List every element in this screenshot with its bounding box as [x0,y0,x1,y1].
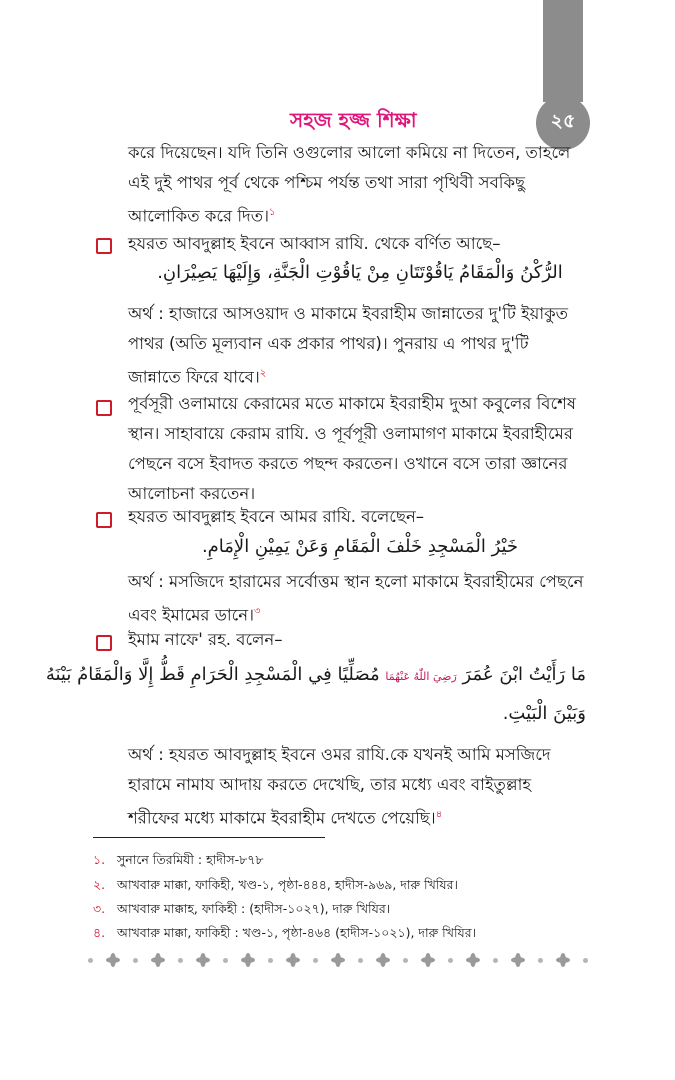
bullet-box-icon [96,635,112,651]
footnote-ref: ৪ [435,809,443,820]
meaning-text [128,299,586,393]
footnote-item [93,875,458,895]
paragraph-text: করে দিয়েছেন। যদি তিনি ওগুলোর আলো কমিয়ে না দিতেন, তাহলে এই দুই পাথর পূর্ব থেকে পশ্চিম পর্যন্ত তথা সারা পৃথিবী সবকিছু আলোকিত করে দিত। [128,143,571,226]
meaning-body: অর্থ : মসজিদে হারামের সর্বোত্তম স্থান হলো মাকামে ইবরাহীমের পেছনে এবং ইমামের ডানে। [128,572,584,625]
honorific: رَضِيَ اللّٰهُ عَنْهُمَا [385,670,457,683]
dot-icon [538,958,543,963]
arabic-quote-line-2: وَبَيْنَ الْبَيْتِ. [502,703,586,724]
footnote-text: সুনানে তিরমিযী : হাদীস-৮৭৮ [117,852,264,867]
flower-icon [106,953,120,967]
footnote-ref: ২ [259,368,267,379]
bullet-heading: হযরত আবদুল্লাহ ইবনে আব্বাস রাযি. থেকে বর্ণিত আছে– [128,234,501,253]
dot-icon [313,958,318,963]
meaning-text [128,567,586,631]
floral-border [88,949,588,971]
dot-icon [493,958,498,963]
arabic-quote: الرُّكْنُ وَالْمَقَامُ يَاقُوْتَتَانِ مِنْ يَاقُوْتِ الْجَنَّةِ، وَإِلَيْهَا يَصِيْرَانِ. [157,262,563,283]
flower-icon [241,953,255,967]
dot-icon [268,958,273,963]
footnote-divider [93,837,325,838]
footnote-text: আখবারু মাক্কাহ, ফাকিহী : (হাদীস-১০২৭), দারু খিযির। [117,901,391,916]
dot-icon [448,958,453,963]
page-number: ২৫ [536,96,590,150]
footnote-item [93,923,476,943]
flower-icon [466,953,480,967]
footnote-number: ৩. [93,901,106,916]
flower-icon [511,953,525,967]
dot-icon [223,958,228,963]
footnote-text: আখবারু মাক্কা, ফাকিহী, খণ্ড-১, পৃষ্ঠা-৪৪৪, হাদীস-৯৬৯, দারু খিযির। [117,877,458,892]
flower-icon [196,953,210,967]
bullet-box-icon [96,400,112,416]
footnote-number: ১. [93,852,106,867]
dot-icon [88,958,93,963]
footnote-ref: ১ [269,207,276,218]
paragraph-continuation [128,138,586,232]
arabic-part: مَا رَأَيْتُ ابْنَ عُمَرَ [462,664,586,685]
bullet-box-icon [96,512,112,528]
flower-icon [331,953,345,967]
arabic-part: مُصَلِّيًا فِي الْمَسْجِدِ الْحَرَامِ قَطُّ إِلَّا وَالْمَقَامُ بَيْنَهُ [45,664,380,685]
footnote-item [93,899,390,919]
page-corner-tab [543,0,583,102]
dot-icon [178,958,183,963]
footnote-ref: ৩ [254,606,261,617]
dot-icon [133,958,138,963]
flower-icon [151,953,165,967]
footnote-number: ২. [93,877,106,892]
arabic-quote-line-1 [45,664,586,685]
meaning-body: অর্থ : হাজারে আসওয়াদ ও মাকামে ইবরাহীম জান্নাতের দু'টি ইয়াকুত পাথর (অতি মূল্যবান এক প্রকার পাথর)। পুনরায় এ পাথর দু'টি জান্নাতে ফিরে যাবে। [128,304,569,387]
meaning-body: অর্থ : হযরত আবদুল্লাহ ইবনে ওমর রাযি.কে যখনই আমি মসজিদে হারামে নামায আদায় করতে দেখেছি, তার মধ্যে এবং বাইতুল্লাহ শরীফের মধ্যে মাকামে ইবরাহীম দেখতে পেয়েছি। [128,745,551,828]
flower-icon [376,953,390,967]
arabic-quote: خَيْرُ الْمَسْجِدِ خَلْفَ الْمَقَامِ وَعَنْ يَمِيْنِ الْإِمَامِ. [201,536,519,557]
footnote-number: ৪. [93,925,106,940]
bullet-heading: হযরত আবদুল্লাহ ইবনে আমর রাযি. বলেছেন– [128,507,425,526]
footnote-item [93,850,264,870]
bullet-paragraph: পূর্বসূরী ওলামায়ে কেরামের মতে মাকামে ইবরাহীম দুআ কবুলের বিশেষ স্থান। সাহাবায়ে কেরাম রাযি. ও পূর্বপূরী ওলামাগণ মাকামে ইবরাহীমের পেছনে বসে ইবাদত করতে পছন্দ করতেন। ওখানে বসে তারা জ্ঞানের আলোচনা করতেন। [128,394,576,503]
bullet-heading: ইমাম নাফে' রহ. বলেন– [128,630,283,649]
book-title: সহজ হজ্জ শিক্ষা [290,108,417,132]
flower-icon [556,953,570,967]
dot-icon [583,958,588,963]
flower-icon [286,953,300,967]
meaning-text [128,740,586,834]
dot-icon [403,958,408,963]
bullet-box-icon [96,238,112,254]
flower-icon [421,953,435,967]
dot-icon [358,958,363,963]
footnote-text: আখবারু মাক্কা, ফাকিহী : খণ্ড-১, পৃষ্ঠা-৪৬৪ (হাদীস-১০২১), দারু খিযির। [117,925,477,940]
